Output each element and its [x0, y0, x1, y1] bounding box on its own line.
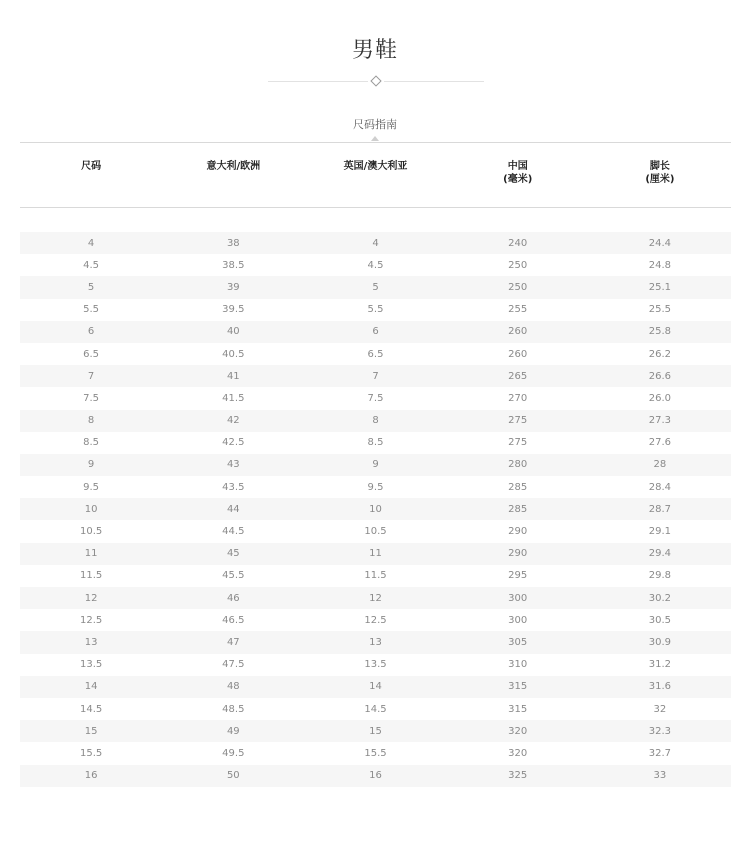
cell-size: 12: [84, 592, 98, 604]
cell-china: 260: [508, 348, 528, 360]
table-row: [20, 454, 731, 476]
header-uk-australia-label: 英国/澳大利亚: [343, 161, 408, 172]
cell-italy-europe: 46: [226, 592, 240, 604]
title-divider-left: [268, 81, 368, 82]
cell-uk-australia: 12: [369, 592, 382, 604]
cell-size: 16: [84, 770, 98, 782]
table-row: [20, 343, 731, 365]
table-row: [20, 232, 731, 254]
cell-italy-europe: 42: [226, 415, 240, 427]
size-table-header: [20, 160, 731, 186]
cell-italy-europe: 43.5: [222, 481, 245, 493]
table-row: [20, 410, 731, 432]
cell-china: 305: [508, 636, 528, 648]
table-row: [20, 321, 731, 343]
cell-uk-australia: 8: [372, 415, 379, 427]
cell-uk-australia: 13: [369, 636, 382, 648]
cell-foot-length: 26.2: [648, 348, 672, 360]
cell-foot-length: 27.6: [648, 437, 672, 449]
cell-italy-europe: 38.5: [222, 259, 245, 271]
cell-foot-length: 32: [653, 703, 667, 715]
cell-size: 14.5: [79, 703, 103, 715]
cell-china: 300: [508, 592, 528, 604]
table-row: [20, 631, 731, 653]
cell-uk-australia: 15: [369, 725, 382, 737]
cell-foot-length: 30.5: [648, 614, 672, 626]
cell-china: 275: [508, 415, 528, 427]
size-guide-tab[interactable]: 尺码指南: [353, 118, 397, 131]
cell-foot-length: 32.3: [648, 725, 672, 737]
cell-uk-australia: 5: [372, 281, 379, 293]
cell-china: 285: [508, 503, 528, 515]
cell-size: 5: [87, 281, 95, 293]
header-china: [447, 160, 589, 186]
cell-uk-australia: 11.5: [364, 570, 387, 582]
table-row: [20, 565, 731, 587]
cell-italy-europe: 44.5: [222, 526, 245, 538]
cell-uk-australia: 4: [372, 237, 379, 249]
table-row: [20, 698, 731, 720]
cell-china: 280: [508, 459, 528, 471]
cell-china: 310: [508, 659, 528, 671]
cell-china: 265: [508, 370, 528, 382]
cell-size: 7.5: [83, 392, 100, 404]
cell-foot-length: 30.2: [648, 592, 672, 604]
cell-uk-australia: 14.5: [364, 703, 387, 715]
table-row: [20, 498, 731, 520]
cell-china: 290: [508, 548, 528, 560]
cell-uk-australia: 8.5: [367, 437, 384, 449]
cell-china: 295: [508, 570, 528, 582]
cell-uk-australia: 10: [369, 503, 382, 515]
table-header-rule: [20, 207, 731, 208]
header-uk-australia: [304, 160, 446, 186]
header-foot-length: [589, 160, 731, 186]
cell-china: 250: [508, 259, 528, 271]
cell-uk-australia: 14: [369, 681, 382, 693]
cell-uk-australia: 5.5: [367, 304, 384, 316]
cell-foot-length: 27.3: [648, 415, 672, 427]
cell-size: 11.5: [79, 570, 103, 582]
cell-foot-length: 25.8: [648, 326, 672, 338]
cell-foot-length: 33: [653, 770, 667, 782]
cell-size: 13.5: [79, 659, 103, 671]
table-row: [20, 387, 731, 409]
table-row: [20, 276, 731, 298]
cell-size: 4.5: [83, 259, 100, 271]
header-china-unit: (毫米): [503, 174, 533, 185]
cell-uk-australia: 9.5: [367, 481, 384, 493]
table-row: [20, 543, 731, 565]
cell-italy-europe: 48: [226, 681, 240, 693]
cell-foot-length: 25.1: [648, 281, 672, 293]
header-italy-europe: [162, 160, 304, 186]
cell-italy-europe: 45.5: [222, 570, 245, 582]
cell-china: 240: [508, 237, 528, 249]
cell-foot-length: 31.2: [648, 659, 672, 671]
cell-italy-europe: 42.5: [222, 437, 245, 449]
cell-foot-length: 28.7: [648, 503, 672, 515]
cell-uk-australia: 12.5: [364, 614, 387, 626]
cell-size: 11: [84, 548, 98, 560]
header-italy-europe-label: 意大利/欧洲: [206, 161, 261, 172]
caret-up-icon: [371, 136, 379, 141]
table-row: [20, 720, 731, 742]
cell-uk-australia: 15.5: [364, 747, 387, 759]
table-row: [20, 654, 731, 676]
cell-uk-australia: 6: [372, 326, 379, 338]
cell-size: 6: [87, 326, 95, 338]
cell-foot-length: 32.7: [648, 747, 672, 759]
cell-italy-europe: 47: [226, 636, 240, 648]
cell-foot-length: 29.8: [648, 570, 672, 582]
cell-foot-length: 28: [653, 459, 667, 471]
cell-italy-europe: 38: [226, 237, 240, 249]
cell-china: 255: [508, 304, 528, 316]
cell-italy-europe: 50: [226, 770, 240, 782]
cell-italy-europe: 39: [226, 281, 240, 293]
cell-uk-australia: 9: [372, 459, 379, 471]
table-row: [20, 765, 731, 787]
cell-china: 290: [508, 526, 528, 538]
table-row: [20, 432, 731, 454]
cell-china: 285: [508, 481, 528, 493]
cell-size: 12.5: [79, 614, 103, 626]
table-row: [20, 609, 731, 631]
cell-size: 8: [87, 415, 95, 427]
cell-foot-length: 28.4: [648, 481, 672, 493]
cell-foot-length: 24.4: [648, 237, 672, 249]
table-row: [20, 254, 731, 276]
cell-china: 320: [508, 747, 528, 759]
table-row: [20, 299, 731, 321]
cell-size: 4: [87, 237, 95, 249]
table-row: [20, 476, 731, 498]
cell-size: 9.5: [83, 481, 100, 493]
cell-size: 14: [84, 681, 98, 693]
cell-italy-europe: 44: [226, 503, 240, 515]
cell-foot-length: 26.6: [648, 370, 672, 382]
cell-italy-europe: 40.5: [222, 348, 245, 360]
cell-italy-europe: 45: [226, 548, 240, 560]
cell-uk-australia: 11: [369, 548, 382, 560]
header-china-label: 中国: [507, 161, 528, 172]
table-row: [20, 520, 731, 542]
cell-size: 15: [84, 725, 98, 737]
cell-foot-length: 30.9: [648, 636, 672, 648]
header-foot-length-label: 脚长: [649, 161, 670, 172]
table-row: [20, 365, 731, 387]
cell-italy-europe: 49: [226, 725, 240, 737]
cell-size: 10.5: [79, 526, 103, 538]
cell-foot-length: 25.5: [648, 304, 672, 316]
cell-size: 7: [87, 370, 95, 382]
cell-china: 260: [508, 326, 528, 338]
cell-china: 315: [508, 703, 528, 715]
cell-size: 6.5: [83, 348, 100, 360]
table-row: [20, 742, 731, 764]
cell-china: 320: [508, 725, 528, 737]
cell-italy-europe: 43: [226, 459, 240, 471]
cell-china: 300: [508, 614, 528, 626]
cell-size: 8.5: [83, 437, 100, 449]
cell-foot-length: 24.8: [648, 259, 672, 271]
cell-uk-australia: 6.5: [367, 348, 384, 360]
cell-china: 325: [508, 770, 528, 782]
cell-foot-length: 26.0: [648, 392, 672, 404]
size-table-body: [20, 232, 731, 787]
cell-china: 275: [508, 437, 528, 449]
header-size-label: 尺码: [81, 161, 102, 172]
cell-foot-length: 29.4: [648, 548, 672, 560]
cell-italy-europe: 41.5: [222, 392, 245, 404]
title-divider-right: [384, 81, 484, 82]
cell-italy-europe: 47.5: [222, 659, 245, 671]
table-top-rule: [20, 142, 731, 143]
cell-italy-europe: 49.5: [222, 747, 245, 759]
cell-uk-australia: 10.5: [364, 526, 387, 538]
cell-size: 10: [84, 503, 98, 515]
cell-size: 9: [87, 459, 95, 471]
header-size: [20, 160, 162, 186]
cell-uk-australia: 4.5: [367, 259, 384, 271]
cell-italy-europe: 48.5: [222, 703, 245, 715]
cell-size: 13: [84, 636, 98, 648]
cell-italy-europe: 41: [226, 370, 240, 382]
table-row: [20, 587, 731, 609]
table-row: [20, 676, 731, 698]
cell-size: 15.5: [79, 747, 103, 759]
cell-italy-europe: 46.5: [222, 614, 245, 626]
cell-foot-length: 31.6: [648, 681, 672, 693]
cell-uk-australia: 7.5: [367, 392, 384, 404]
header-foot-length-unit: (厘米): [645, 174, 675, 185]
cell-china: 270: [508, 392, 528, 404]
cell-italy-europe: 39.5: [222, 304, 245, 316]
diamond-ornament-icon: [370, 75, 381, 86]
cell-china: 315: [508, 681, 528, 693]
cell-uk-australia: 13.5: [364, 659, 387, 671]
cell-uk-australia: 7: [372, 370, 379, 382]
cell-china: 250: [508, 281, 528, 293]
cell-foot-length: 29.1: [648, 526, 672, 538]
cell-uk-australia: 16: [369, 770, 382, 782]
cell-size: 5.5: [83, 304, 100, 316]
cell-italy-europe: 40: [226, 326, 240, 338]
page-title: 男鞋: [351, 38, 398, 63]
